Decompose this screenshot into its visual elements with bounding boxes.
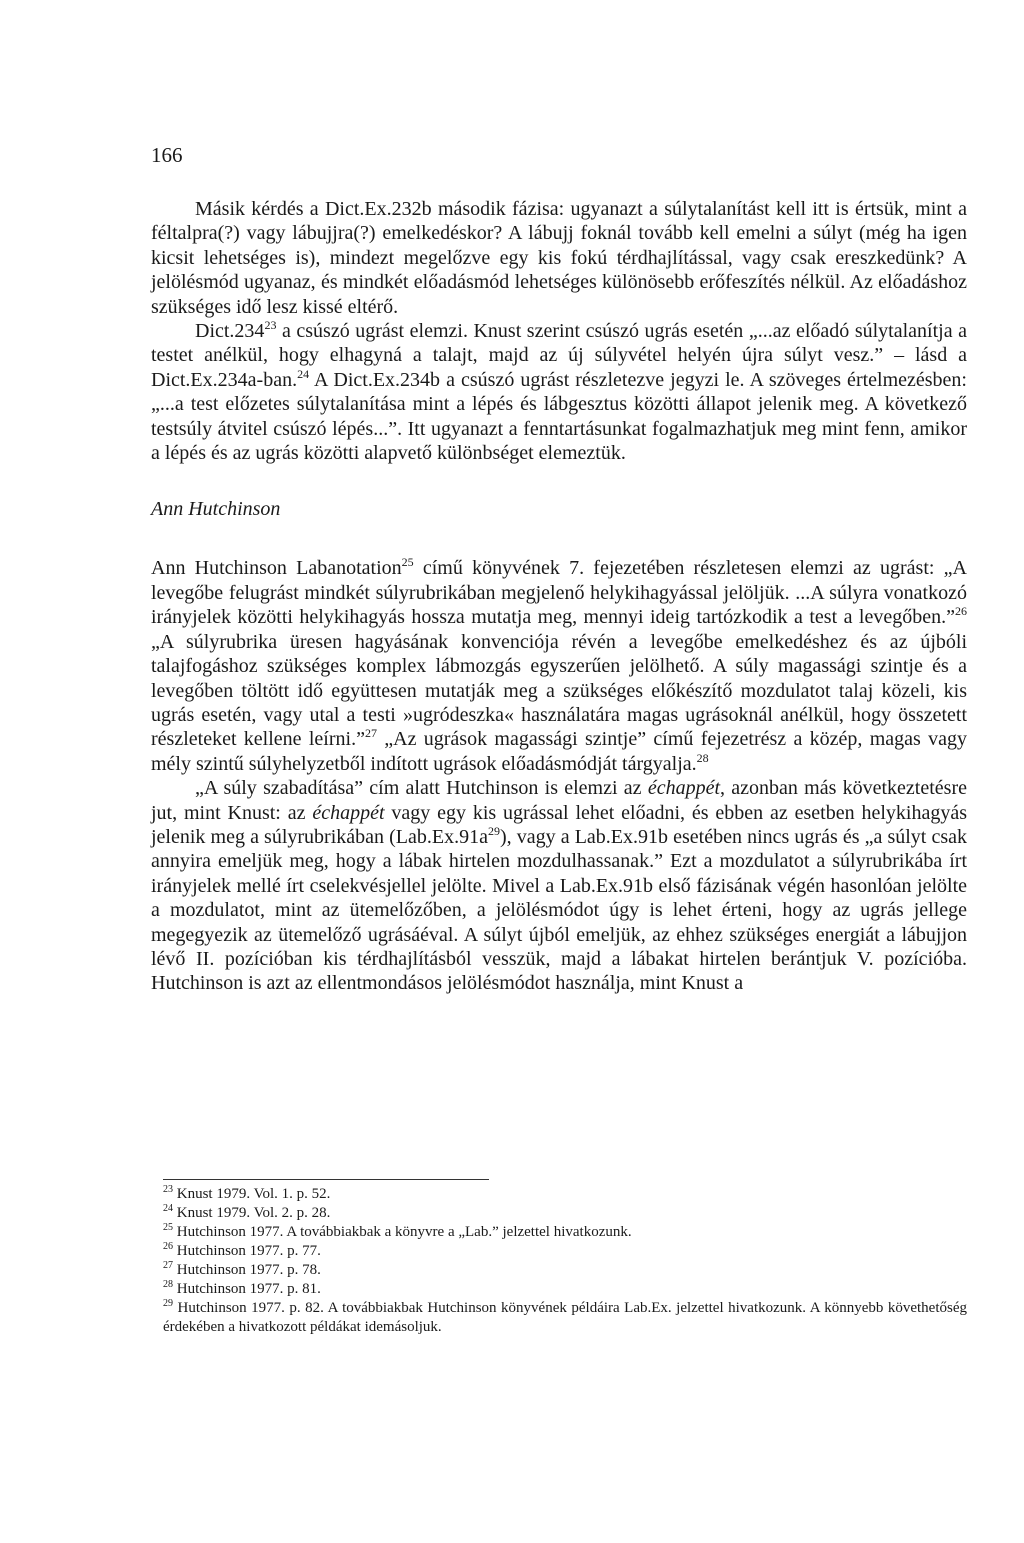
text-run: „A súlyrubrika üresen hagyásának konvenciója révén a levegőbe emelkedéshez és az újbóli talajfogáshoz szükséges komplex lábmozgás egyszerűen jelölhető. A súly magassági szintje és a levegőben töltött idő együttesen mutatják meg a szükséges előkészítő mozdulatot talaj közeli, kis ugrás esetén, vagy utal a testi »ugródeszka« használatára magas ugrásoknál anélkül, hogy összetett részleteket kellene leírni.” [151, 630, 967, 751]
footnote-number: 23 [163, 1184, 173, 1195]
text-run: a csúszó ugrást elemzi. Knust szerint csúszó ugrás esetén „...az előadó súlytalanítja a testet anélkül, hogy elhagyná a talajt, majd az új súlyvétel helyén újra súlyt vesz.” – lásd a Dict.Ex.234a-ban. [151, 320, 967, 391]
footnote-ref: 28 [696, 750, 709, 765]
footnote-number: 25 [163, 1222, 173, 1233]
footnote [163, 1223, 967, 1242]
paragraph [151, 556, 967, 776]
text-run: vagy egy kis ugrással lehet előadni, és ebben az esetben helykihagyás jelenik meg a súlyrubrikában (Lab.Ex.91a [151, 801, 967, 848]
footnote [163, 1185, 967, 1204]
italic-term: échappét [312, 801, 385, 824]
footnote [163, 1242, 967, 1261]
footnote [163, 1261, 967, 1280]
footnote-text: Knust 1979. Vol. 2. p. 28. [173, 1205, 331, 1221]
section-heading: Ann Hutchinson [151, 498, 281, 521]
body-text [151, 197, 967, 996]
footnote-ref: 25 [401, 555, 414, 570]
footnote-text: Hutchinson 1977. p. 78. [173, 1262, 321, 1278]
footnote-ref: 27 [364, 726, 377, 741]
footnote-divider [163, 1179, 489, 1180]
footnote-number: 28 [163, 1279, 173, 1290]
text-run: „Az ugrások magassági szintje” című fejezetrész a közép, magas vagy mély szintű súlyhelyzetből indított ugrások előadásmódját tárgyalja. [151, 728, 968, 775]
text-run: „A súly szabadítása” cím alatt Hutchinson is elemzi az [195, 777, 648, 800]
paragraph [151, 197, 967, 319]
footnote [163, 1299, 967, 1337]
footnote-text: Hutchinson 1977. A továbbiakbak a könyvre a „Lab.” jelzettel hivatkozunk. [173, 1224, 632, 1240]
footnote [163, 1280, 967, 1299]
footnote-ref: 26 [955, 604, 967, 619]
footnote [163, 1204, 967, 1223]
footnote-text: Hutchinson 1977. p. 82. A továbbiakbak Hutchinson könyvének példáira Lab.Ex. jelzettel hivatkozunk. A könnyebb követhetőség érdekében a hivatkozott példákat idemásoljuk. [163, 1300, 967, 1335]
footnote-number: 29 [163, 1298, 173, 1309]
footnote-ref: 24 [297, 366, 310, 381]
footnote-number: 26 [163, 1241, 173, 1252]
footnote-ref: 23 [264, 318, 277, 333]
italic-term: échappét [647, 777, 720, 800]
paragraph [151, 776, 967, 996]
footnote-text: Knust 1979. Vol. 1. p. 52. [173, 1186, 331, 1202]
page-number: 166 [151, 143, 183, 167]
footnote-text: Hutchinson 1977. p. 77. [173, 1243, 321, 1259]
text-run: ), vagy a Lab.Ex.91b esetében nincs ugrás és „a súlyt csak annyira emeljük meg, hogy a lábak hirtelen mozdulhassanak.” Ezt a mozdulatot a súlyrubrikába írt irányjelek mellé írt cselekvésjellel jelölte. Mivel a Lab.Ex.91b első fázisának végén hasonlóan jelölte a mozdulatot, mint az ütemelőzőben, a jelölésmódot úgy is lehet érteni, hogy az ugrás jellege megegyezik az ütemelőző ugrásáéval. A súlyt újból emeljük, az ehhez szükséges energiát a lábujjon lévő II. pozícióban kis térdhajlításból vesszük, majd a lábakat hirtelen berántjuk V. pozícióba. Hutchinson is azt az ellentmondásos jelölésmódot használja, mint Knust a [151, 825, 967, 995]
text-run: Ann Hutchinson Labanotation [151, 557, 402, 580]
paragraph [151, 319, 967, 465]
footnote-number: 24 [163, 1203, 173, 1214]
footnotes [163, 1185, 967, 1337]
text-run: A Dict.Ex.234b a csúszó ugrást részletezve jegyzi le. A szöveges értelmezésben: „...a test előzetes súlytalanítása mint a lépés és lábgesztus közötti állapot jelenik meg. A következő testsúly átvitel csúszó lépés...”. Itt ugyanazt a fenntartásunkat fogalmazhatjuk meg mint fenn, amikor a lépés és az ugrás közötti alapvető különbséget elemeztük. [151, 368, 967, 465]
footnote-text: Hutchinson 1977. p. 81. [173, 1281, 321, 1297]
footnote-number: 27 [163, 1260, 173, 1271]
text-run: , azonban más következtetésre jut, mint Knust: az [151, 777, 967, 824]
text-run: című könyvének 7. fejezetében részletesen elemzi az ugrást: „A levegőbe felugrást mindkét súlyrubrikában megjelenő helykihagyással jelöljük. ...A súlyra vonatkozó irányjelek közötti helykihagyás hossza mutatja meg, mennyi ideig tartózkodik a test a levegőben.” [151, 557, 967, 629]
text-run: Másik kérdés a Dict.Ex.232b második fázisa: ugyanazt a súlytalanítást kell itt is értsük, mint a féltalpra(?) vagy lábujjra(?) emelkedéskor? A lábujj foknál tovább kell emelni a súlyt (még ha igen kicsit lehetséges is), mindezt megelőzve egy kis fokú térdhajlítással, vagy csak ereszkedünk? A jelölésmód ugyanaz, és mindkét előadásmód lehetséges különösebb erőfeszítés nélkül. Az előadáshoz szükséges idő lesz kissé eltérő. [151, 198, 967, 318]
text-run: Dict.234 [195, 320, 265, 343]
footnote-ref: 29 [487, 823, 500, 838]
